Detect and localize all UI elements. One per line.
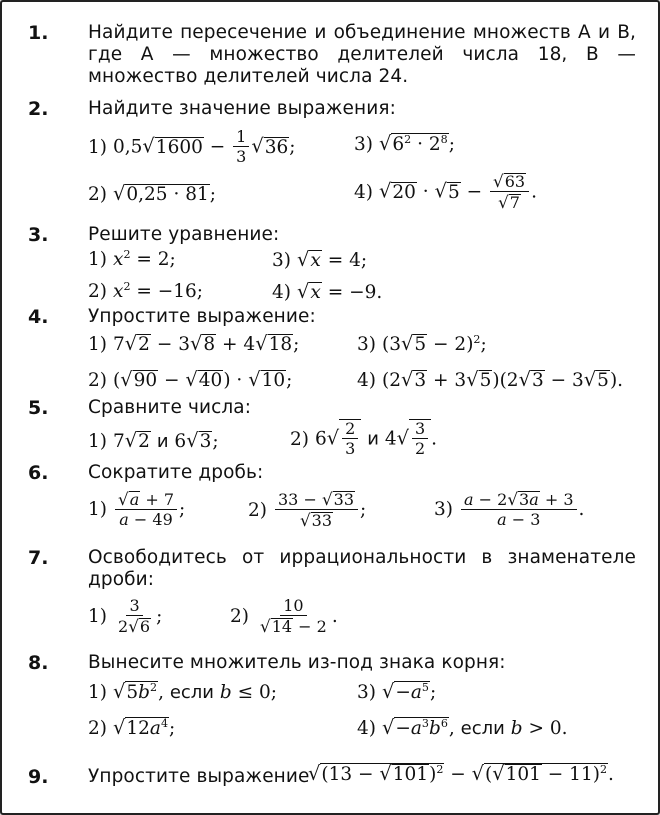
task-number: 5. — [28, 397, 49, 419]
task-text: Упростите выражение: — [88, 306, 316, 327]
task-number: 9. — [28, 766, 49, 788]
task-item-2: 2) $\frac{33 - √33}{√33}$ ; — [248, 489, 367, 530]
task-number: 8. — [28, 652, 49, 674]
task-item-3: 3) $√6^2 \cdot 2^8$; — [354, 132, 455, 155]
task-item-1: $√(13 - √101)^2 - √(√101 - 11)^2$. — [308, 762, 614, 785]
task-item-2: 2) (√90 − √40) · √10; — [88, 368, 293, 391]
task-text: Найдите значение выражения: — [88, 98, 396, 119]
task-item-4: 4) $√-a^3b^6$, если b > 0. — [357, 716, 568, 739]
task-item-4: 4) √20 · √5 − $\frac{√63}{√7}$ . — [354, 171, 537, 212]
word-if: если — [460, 718, 505, 739]
task-item-2: 2) $x^2 = -16$; — [88, 280, 204, 303]
task-item-2: 2) $\frac{10}{√14 - 2}$ . — [230, 596, 338, 636]
task-text: Сократите дробь: — [88, 462, 264, 483]
task-item-1: 1) $√5b^2$, если b ≤ 0; — [88, 680, 278, 703]
task-item-2: 2) √0,25 · 81; — [88, 182, 216, 205]
task-text: Сравните числа: — [88, 397, 252, 418]
task-item-3: 3) √x = 4; — [272, 248, 368, 271]
task-item-1: 1) $x^2 = 2$; — [88, 248, 176, 271]
task-item-1: 1) 7√2 − 3√8 + 4√18; — [88, 332, 300, 355]
task-item-4: 4) √x = −9. — [272, 280, 383, 303]
task-text: Решите уравнение: — [88, 224, 280, 245]
task-number: 7. — [28, 547, 49, 569]
task-item-3: 3) $√-a^5$; — [357, 680, 437, 703]
word-if: если — [169, 682, 215, 703]
task-text: Вынесите множитель из-под знака корня: — [88, 652, 506, 673]
task-item-1: 1) 0,5√1600 − $\frac{1}{3}$ √36; — [88, 127, 296, 166]
task-item-1: 1) $\frac{√a + 7}{a - 49}$ ; — [88, 489, 186, 529]
word-and: и — [156, 431, 169, 452]
task-number: 6. — [28, 462, 49, 484]
task-number: 3. — [28, 224, 49, 246]
task-item-2: 2) $√12a^4$; — [88, 716, 176, 739]
task-number: 1. — [28, 22, 49, 44]
task-text: Освободитесь от иррациональности в знаменателе дроби: — [88, 547, 636, 590]
task-item-4: 4) (2√3 + 3√5)(2√3 − 3√5). — [357, 368, 624, 391]
task-item-3: 3) $(3√5 - 2)^2$; — [357, 332, 487, 355]
task-item-3: 3) $\frac{a - 2√3a + 3}{a - 3}$ . — [434, 489, 585, 529]
task-item-1: 1) $\frac{3}{2√6}$ ; — [88, 596, 163, 636]
task-number: 4. — [28, 306, 49, 328]
task-item-1: 1) 7√2 и 6√3; — [88, 429, 219, 452]
task-number: 2. — [28, 98, 49, 120]
task-text: Упростите выражение — [88, 766, 310, 787]
word-and: и — [367, 428, 379, 450]
task-text: Найдите пересечение и объединение множеств A и B, где A — множество делителей числа 18, B — множество делителей числа 24. — [88, 22, 636, 87]
task-item-2: 2) 6√ $\frac{2}{3}$ и 4√ $\frac{3}{2}$ . — [290, 419, 438, 458]
